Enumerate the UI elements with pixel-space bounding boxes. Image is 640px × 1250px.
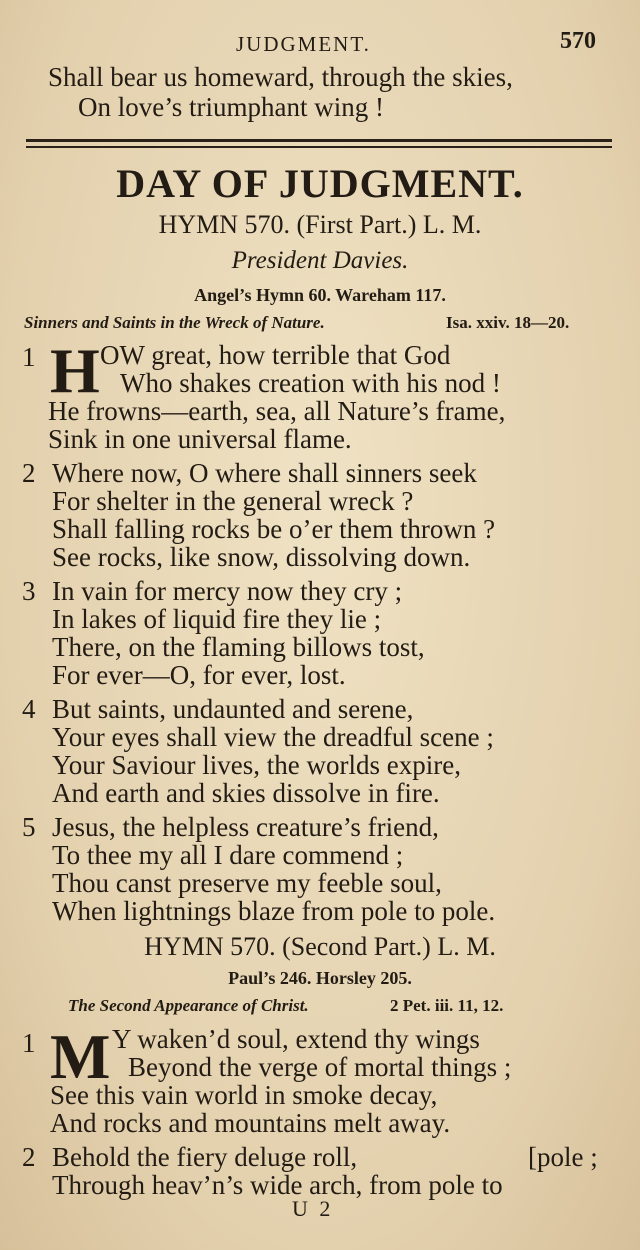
verse-line: Through heav’n’s wide arch, from pole to bbox=[52, 1170, 503, 1200]
verse-line: Who shakes creation with his nod ! bbox=[120, 368, 501, 398]
scripture-reference: Isa. xxiv. 18—20. bbox=[446, 313, 570, 332]
verse-line: Y waken’d soul, extend thy wings bbox=[112, 1024, 480, 1054]
running-header bbox=[0, 28, 640, 58]
verse-line: And rocks and mountains melt away. bbox=[50, 1108, 451, 1138]
hymn-heading: HYMN 570. (First Part.) L. M. bbox=[158, 210, 482, 239]
prev-ending-line: Shall bear us homeward, through the skies, bbox=[48, 62, 513, 92]
verse-number: 5 bbox=[22, 812, 36, 842]
section-divider-thin bbox=[26, 146, 612, 148]
prev-ending-line: On love’s triumphant wing ! bbox=[78, 92, 384, 122]
verse-number: 1 bbox=[22, 1028, 36, 1058]
verse-number: 2 bbox=[22, 458, 36, 488]
verse-line: See this vain world in smoke decay, bbox=[50, 1080, 438, 1110]
verse-line: Your eyes shall view the dreadful scene ; bbox=[52, 722, 494, 752]
verse-line: In lakes of liquid fire they lie ; bbox=[52, 604, 382, 634]
verse-line: Behold the fiery deluge roll, bbox=[52, 1142, 358, 1172]
verse-line: But saints, undaunted and serene, bbox=[52, 694, 414, 724]
page-number: 570 bbox=[560, 28, 596, 54]
verse-line: Where now, O where shall sinners seek bbox=[52, 458, 477, 488]
verse-number: 2 bbox=[22, 1142, 36, 1172]
verse-line: In vain for mercy now they cry ; bbox=[52, 576, 403, 606]
verse-line-turnover: [pole ; bbox=[528, 1142, 598, 1172]
section-title: DAY OF JUDGMENT. bbox=[116, 161, 524, 206]
tune-references: Paul’s 246. Horsley 205. bbox=[228, 968, 412, 988]
subject-text: Sinners and Saints in the Wreck of Nature. bbox=[24, 313, 325, 332]
hymn-heading: HYMN 570. (Second Part.) L. M. bbox=[144, 932, 496, 961]
verse-number: 1 bbox=[22, 342, 36, 372]
verse-line: Sink in one universal flame. bbox=[48, 424, 352, 454]
hymn-subject bbox=[68, 996, 628, 1016]
verse-line: And earth and skies dissolve in fire. bbox=[52, 778, 440, 808]
verse-line: For ever—O, for ever, lost. bbox=[52, 660, 346, 690]
hymn-subject bbox=[24, 313, 614, 333]
verse-line: See rocks, like snow, dissolving down. bbox=[52, 542, 471, 572]
running-title: JUDGMENT. bbox=[236, 32, 371, 56]
signature-mark: U 2 bbox=[292, 1196, 334, 1221]
scripture-reference: 2 Pet. iii. 11, 12. bbox=[390, 996, 504, 1015]
drop-cap: H bbox=[50, 335, 100, 406]
verse-line: Jesus, the helpless creature’s friend, bbox=[52, 812, 439, 842]
hymn-author: President Davies. bbox=[231, 247, 409, 274]
section-divider-thick bbox=[26, 139, 612, 142]
verse-line: OW great, how terrible that God bbox=[100, 340, 451, 370]
verse-line: Thou canst preserve my feeble soul, bbox=[52, 868, 442, 898]
verse-number: 4 bbox=[22, 694, 36, 724]
verse-line: To thee my all I dare commend ; bbox=[52, 840, 404, 870]
tune-references: Angel’s Hymn 60. Wareham 117. bbox=[194, 285, 446, 305]
verse-line: For shelter in the general wreck ? bbox=[52, 486, 414, 516]
subject-text: The Second Appearance of Christ. bbox=[68, 996, 309, 1015]
verse-line: Shall falling rocks be o’er them thrown ? bbox=[52, 514, 496, 544]
verse-line: When lightnings blaze from pole to pole. bbox=[52, 896, 496, 926]
verse-line: There, on the flaming billows tost, bbox=[52, 632, 425, 662]
drop-cap: M bbox=[50, 1021, 111, 1092]
verse-line: Beyond the verge of mortal things ; bbox=[128, 1052, 512, 1082]
verse-number: 3 bbox=[22, 576, 36, 606]
verse-line: Your Saviour lives, the worlds expire, bbox=[52, 750, 461, 780]
verse-line: He frowns—earth, sea, all Nature’s frame, bbox=[48, 396, 506, 426]
